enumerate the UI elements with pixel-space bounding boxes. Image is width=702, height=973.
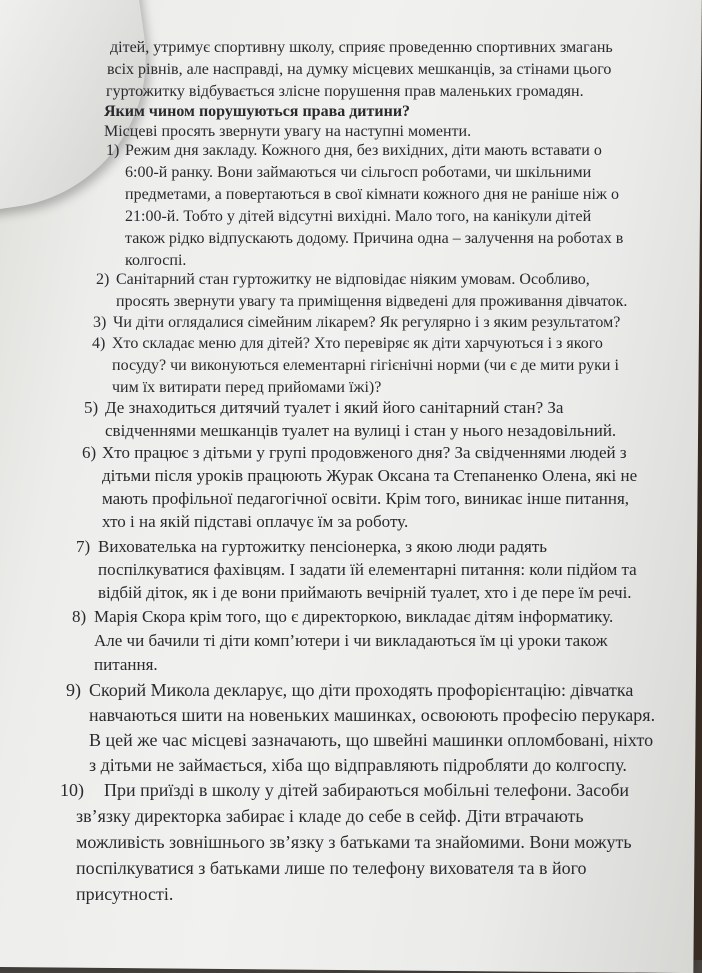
item-line: При приїзді в школу у дітей забираються мобільні телефони. Засоби	[104, 780, 629, 800]
lead-text: Місцеві просять звернути увагу на наступні моменти.	[104, 123, 472, 140]
item-number: 6)	[82, 443, 97, 462]
item-line: мають профільної педагогічної освіти. Крім того, виникає інше питання,	[102, 489, 630, 508]
item-number: 9)	[66, 680, 81, 700]
item-line: предметами, а повертаються в свої кімнати кожного дня не раніше ніж о	[125, 186, 619, 203]
item-line: В цей же час місцеві зазначають, що швейні машинки опломбовані, ніхто	[89, 730, 654, 750]
item-line: хто і на якій підставі оплачує їм за роботу.	[102, 512, 409, 531]
item-line: посуду? чи виконуються елементарні гігієнічні норми (чи є де мити руки і	[112, 357, 619, 374]
item-line: 6:00-й ранку. Вони займаються чи сільгосп роботами, чи шкільними	[125, 164, 592, 181]
item-line: Хто працює з дітьми у групі продовженого дня? За свідченнями людей з	[102, 443, 627, 462]
intro-line: дітей, утримує спортивну школу, сприяє проведенню спортивних змагань	[110, 39, 613, 56]
item-number: 8)	[72, 607, 87, 626]
item-line: 21:00-й. Тобто у дітей відсутні вихідні. Мало того, на канікули дітей	[125, 208, 592, 225]
section-heading: Яким чином порушуються права дитини?	[104, 103, 411, 120]
item-line: Але чи бачили ті діти комп’ютери і чи викладаються їм ці уроки також	[94, 631, 608, 650]
item-line: чим їх витирати перед прийомами їжі)?	[112, 379, 382, 396]
item-line: питання.	[94, 655, 158, 674]
item-line: Марія Скора крім того, що є директоркою, викладає дітям інформатику.	[94, 607, 614, 626]
item-line: свідченнями мешканців туалет на вулиці і стан у нього незадовільний.	[105, 421, 617, 440]
item-line: навчаються шити на новеньких машинках, освоюють професію перукаря.	[89, 705, 656, 725]
item-line: зв’язку директорка забирає і кладе до себе в сейф. Діти втрачають	[76, 806, 584, 826]
item-number: 1)	[106, 142, 120, 159]
item-line: Вихователька на гуртожитку пенсіонерка, з якою люди радять	[98, 537, 548, 556]
item-line: колгоспі.	[125, 252, 187, 269]
item-line: Санітарний стан гуртожитку не відповідає ніяким умовам. Особливо,	[116, 271, 590, 288]
item-number: 2)	[96, 271, 110, 288]
intro-line: всіх рівнів, але насправді, на думку місцевих мешканців, за стінами цього	[107, 61, 612, 78]
item-line: також рідко відпускають додому. Причина одна – залучення на роботах в	[125, 230, 624, 247]
item-line: поспілкуватися з батьками лише по телефону вихователя та в його	[76, 858, 587, 878]
item-line: можливість зовнішнього зв’язку з батьками та знайомими. Вони можуть	[76, 832, 632, 852]
item-line: дітьми після уроків працюють Журак Оксана та Степаненко Олена, які не	[102, 466, 638, 485]
item-line: з дітьми не займається, хіба що відправляють підробляти до колгоспу.	[89, 755, 627, 775]
item-line: Скорий Микола декларує, що діти проходять профорієнтацію: дівчатка	[89, 680, 634, 700]
item-line: відбій діток, як і де вони приймають вечірній туалет, хто і де пере їм речі.	[98, 583, 632, 602]
item-line: Режим дня закладу. Кожного дня, без вихідних, діти мають вставати о	[125, 142, 602, 159]
item-line: просять звернути увагу та приміщення відведені для проживання дівчаток.	[116, 293, 628, 310]
item-line: Де знаходиться дитячий туалет і який його санітарний стан? За	[105, 398, 564, 417]
item-number: 4)	[92, 335, 106, 352]
item-number: 5)	[84, 398, 99, 417]
item-number: 10)	[60, 780, 84, 800]
item-line: поспілкуватися фахівцям. І задати їй елементарні питання: коли підйом та	[98, 560, 637, 579]
item-number: 3)	[93, 314, 107, 331]
item-line: присутності.	[76, 884, 174, 904]
item-number: 7)	[76, 537, 91, 556]
item-line: Хто складає меню для дітей? Хто перевіряє як діти харчуються і з якого	[112, 335, 603, 352]
item-line: Чи діти оглядалися сімейним лікарем? Як регулярно і з яким результатом?	[113, 314, 621, 331]
intro-line: гуртожитку відбувається злісне порушення прав маленьких громадян.	[106, 83, 584, 100]
